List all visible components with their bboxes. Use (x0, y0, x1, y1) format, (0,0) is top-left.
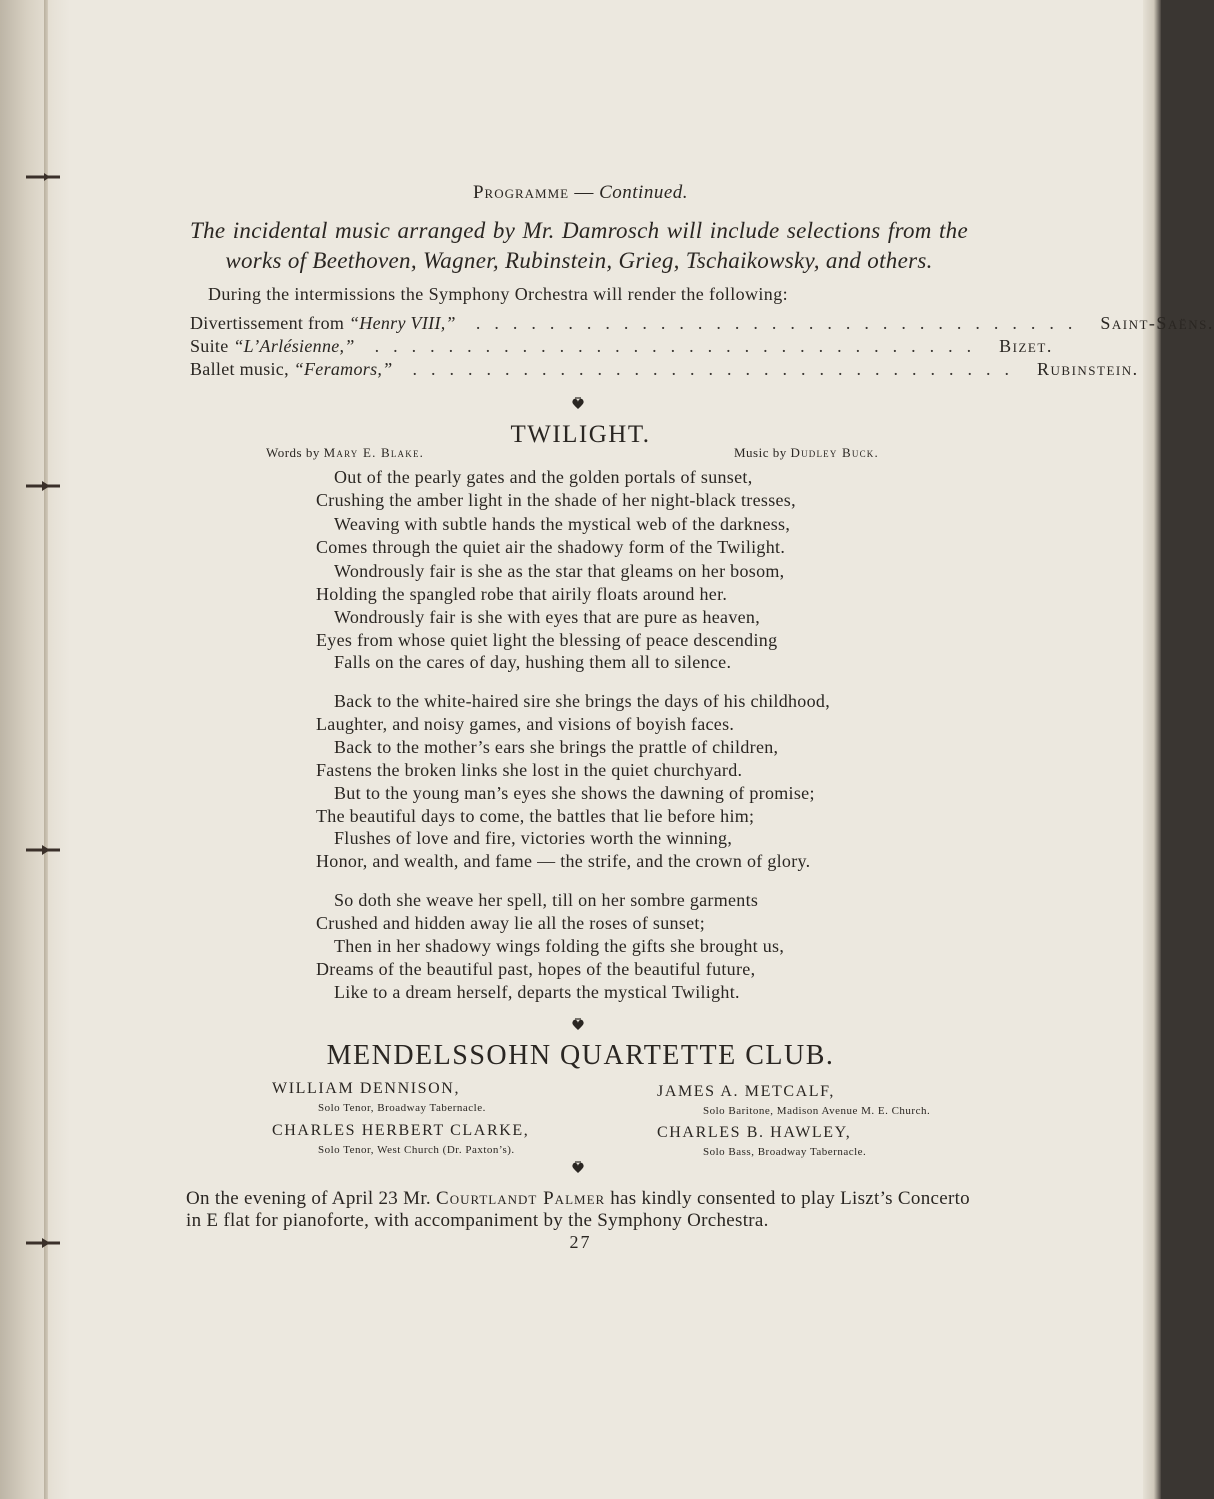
member-name: CHARLES HERBERT CLARKE, (272, 1122, 530, 1139)
work-composer: Rubinstein. (1037, 359, 1139, 379)
member-name: JAMES A. METCALF, (657, 1083, 835, 1100)
lyric-line: Wondrously fair is she as the star that gleams on her bosom, (334, 561, 785, 581)
lyric-line: Out of the pearly gates and the golden portals of sunset, (334, 467, 753, 487)
closing-note: On the evening of April 23 Mr. Courtlandt Palmer has kindly consented to play Liszt’s Concerto in E flat for pianoforte, with accompaniment by the Symphony Orchestra. (186, 1188, 970, 1231)
lyric-line: Wondrously fair is she with eyes that are pure as heaven, (334, 607, 761, 627)
work-prefix: Suite (190, 336, 234, 356)
programme-title: Programme (472, 182, 570, 203)
intermission-intro: During the intermissions the Symphony Orchestra will render the following: (208, 284, 789, 304)
programme-continued: Continued. (599, 182, 689, 203)
lyric-line: Then in her shadowy wings folding the gifts she brought us, (334, 936, 785, 956)
work-prefix: Ballet music, (190, 359, 294, 379)
lyric-line: But to the young man’s eyes she shows the dawning of promise; (334, 783, 815, 803)
lyric-line: Crushed and hidden away lie all the roses of sunset; (316, 913, 706, 933)
page-number: 27 (569, 1232, 592, 1252)
member-name: WILLIAM DENNISON, (272, 1080, 461, 1097)
binding-stitch (24, 845, 62, 855)
lyric-line: Like to a dream herself, departs the mystical Twilight. (334, 982, 740, 1002)
lyric-line: Back to the mother’s ears she brings the prattle of children, (334, 737, 779, 757)
programme-separator: — (569, 182, 600, 203)
lyric-line: Flushes of love and fire, victories worth the winning, (334, 828, 733, 848)
orchestral-work-row (190, 313, 1214, 334)
work-title: “L’Arlésienne,” (233, 336, 355, 356)
composer-name: Dudley Buck. (790, 445, 879, 460)
leader-dots: ................................. (374, 336, 986, 356)
work-title: “Feramors,” (293, 359, 393, 379)
lyric-line: Falls on the cares of day, hushing them all to silence. (334, 652, 732, 672)
page-edge (1143, 0, 1161, 1499)
fleuron-ornament-icon (570, 1160, 586, 1174)
song-music-credit: Music by Dudley Buck. (734, 445, 879, 460)
lyric-line: Honor, and wealth, and fame — the strife, and the crown of glory. (316, 851, 811, 871)
member-role: Solo Tenor, Broadway Tabernacle. (318, 1102, 486, 1114)
lyric-line: Laughter, and noisy games, and visions of boyish faces. (316, 714, 735, 734)
work-composer: Bizet. (999, 336, 1053, 356)
leader-dots: ................................. (412, 359, 1024, 379)
binding-stitch (24, 481, 62, 491)
leader-dots: ................................. (475, 313, 1087, 333)
song-title: TWILIGHT. (510, 421, 651, 448)
lyric-line: Crushing the amber light in the shade of her night-black tresses, (316, 490, 796, 510)
programme-header (0, 182, 1161, 204)
binding-stitch (24, 172, 62, 182)
orchestral-work-row (190, 359, 1139, 380)
lyric-line: Holding the spangled robe that airily floats around her. (316, 584, 728, 604)
work-title: “Henry VIII,” (348, 313, 456, 333)
member-role: Solo Tenor, West Church (Dr. Paxton’s). (318, 1144, 515, 1156)
lyric-line: Dreams of the beautiful past, hopes of the beautiful future, (316, 959, 756, 979)
binding-gutter (0, 0, 70, 1499)
work-composer: Saint-Saëns. (1100, 313, 1214, 333)
lyric-line: Weaving with subtle hands the mystical web of the darkness, (334, 514, 791, 534)
fleuron-ornament-icon (570, 396, 586, 410)
performer-name: Courtlandt Palmer (436, 1188, 606, 1209)
member-name: CHARLES B. HAWLEY, (657, 1124, 852, 1141)
incidental-music-note: The incidental music arranged by Mr. Damrosch will include selections from the works of Beethoven, Wagner, Rubinstein, Grieg, Tschaikowsky, and others. (190, 218, 968, 273)
spine-fold (44, 0, 48, 1499)
club-title: MENDELSSOHN QUARTETTE CLUB. (326, 1040, 835, 1071)
lyric-line: Back to the white-haired sire she brings the days of his childhood, (334, 691, 830, 711)
lyric-line: The beautiful days to come, the battles that lie before him; (316, 806, 755, 826)
lyric-line: Fastens the broken links she lost in the quiet churchyard. (316, 760, 743, 780)
member-role: Solo Bass, Broadway Tabernacle. (703, 1146, 867, 1158)
fleuron-ornament-icon (570, 1017, 586, 1031)
work-prefix: Divertissement from (190, 313, 349, 333)
song-words-credit: Words by Mary E. Blake. (266, 445, 425, 460)
lyric-line: Comes through the quiet air the shadowy form of the Twilight. (316, 537, 786, 557)
member-role: Solo Baritone, Madison Avenue M. E. Church. (703, 1105, 931, 1117)
lyric-line: Eyes from whose quiet light the blessing of peace descending (316, 630, 778, 650)
orchestral-work-row (190, 336, 1053, 357)
lyric-line: So doth she weave her spell, till on her sombre garments (334, 890, 759, 910)
lyricist-name: Mary E. Blake. (323, 445, 425, 460)
